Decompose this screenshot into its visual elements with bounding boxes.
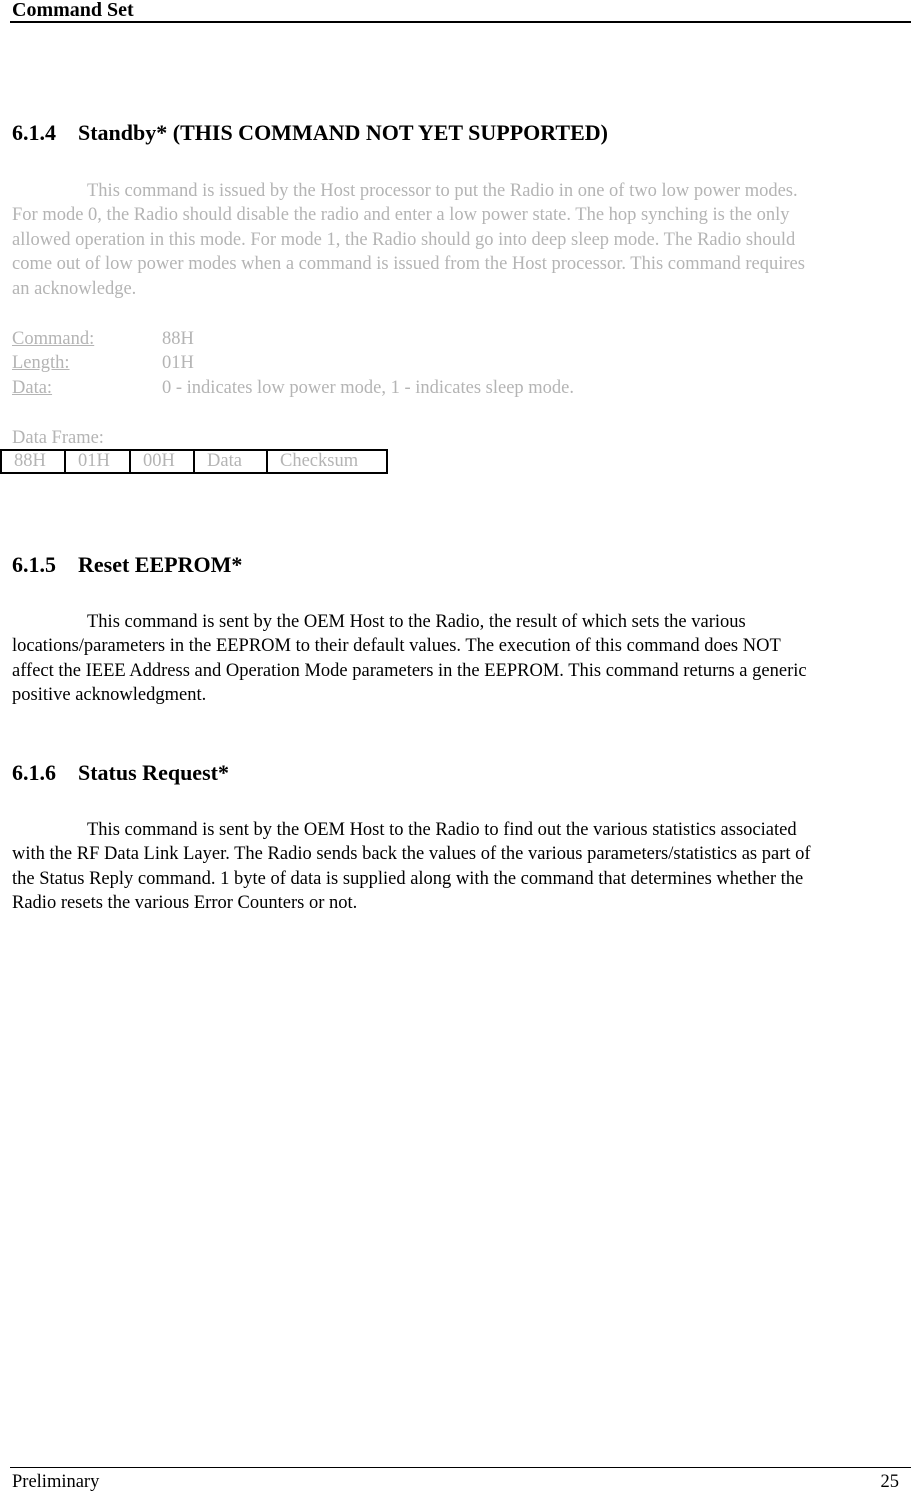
data-frame-label: Data Frame:: [12, 428, 104, 448]
section-title: Status Request*: [78, 760, 229, 785]
footer-label: Preliminary: [12, 1472, 100, 1492]
length-field: [12, 351, 194, 375]
paragraph-line: with the RF Data Link Layer. The Radio sends back the values of the various parameters/statistics as part of: [12, 844, 811, 865]
frame-cell-command: 88H: [1, 450, 65, 473]
frame-cell-checksum: Checksum: [267, 450, 387, 473]
frame-cell-data: Data: [194, 450, 267, 473]
paragraph-line: positive acknowledgment.: [12, 685, 207, 706]
paragraph-line: an acknowledge.: [12, 278, 137, 299]
page-header-title: Command Set: [12, 0, 134, 21]
command-field: [12, 327, 194, 351]
paragraph-line: affect the IEEE Address and Operation Mode parameters in the EEPROM. This command returns a generic: [12, 660, 807, 681]
footer-rule: [10, 1467, 911, 1468]
frame-cell-length: 01H: [65, 450, 130, 473]
data-frame-table: [0, 449, 388, 474]
data-field: [12, 376, 574, 400]
header-rule: [10, 21, 911, 23]
reset-eeprom-description: [12, 610, 911, 708]
standby-description: [12, 179, 911, 301]
command-label: Command:: [12, 329, 95, 349]
paragraph-line: For mode 0, the Radio should disable the radio and enter a low power state. The hop synching is the only: [12, 205, 790, 226]
paragraph-line: This command is issued by the Host processor to put the Radio in one of two low power modes.: [87, 181, 798, 201]
length-value: 01H: [162, 353, 194, 373]
paragraph-line: the Status Reply command. 1 byte of data is supplied along with the command that determines whether the: [12, 868, 804, 889]
section-heading-status-request: [12, 759, 229, 787]
section-number: 6.1.5: [12, 552, 56, 577]
paragraph-line: This command is sent by the OEM Host to the Radio to find out the various statistics associated: [87, 820, 797, 840]
status-request-description: [12, 818, 911, 916]
length-label: Length:: [12, 353, 70, 373]
paragraph-line: This command is sent by the OEM Host to the Radio, the result of which sets the various: [87, 612, 746, 632]
data-value: 0 - indicates low power mode, 1 - indicates sleep mode.: [162, 378, 575, 398]
paragraph-line: allowed operation in this mode. For mode 1, the Radio should go into deep sleep mode. The Radio should: [12, 229, 796, 250]
paragraph-line: come out of low power modes when a command is issued from the Host processor. This command requires: [12, 254, 805, 275]
section-heading-reset-eeprom: [12, 551, 242, 579]
paragraph-line: Radio resets the various Error Counters or not.: [12, 893, 358, 914]
paragraph-line: locations/parameters in the EEPROM to their default values. The execution of this command does NOT: [12, 636, 781, 657]
command-value: 88H: [162, 329, 194, 349]
frame-cell-mode: 00H: [130, 450, 194, 473]
page-number: 25: [880, 1472, 899, 1492]
section-number: 6.1.6: [12, 760, 56, 785]
data-frame-row: [1, 450, 387, 473]
section-number: 6.1.4: [12, 120, 56, 145]
data-label: Data:: [12, 378, 53, 398]
section-title: Reset EEPROM*: [78, 552, 243, 577]
section-heading-standby: [12, 119, 608, 147]
section-title: Standby* (THIS COMMAND NOT YET SUPPORTED): [78, 120, 608, 145]
